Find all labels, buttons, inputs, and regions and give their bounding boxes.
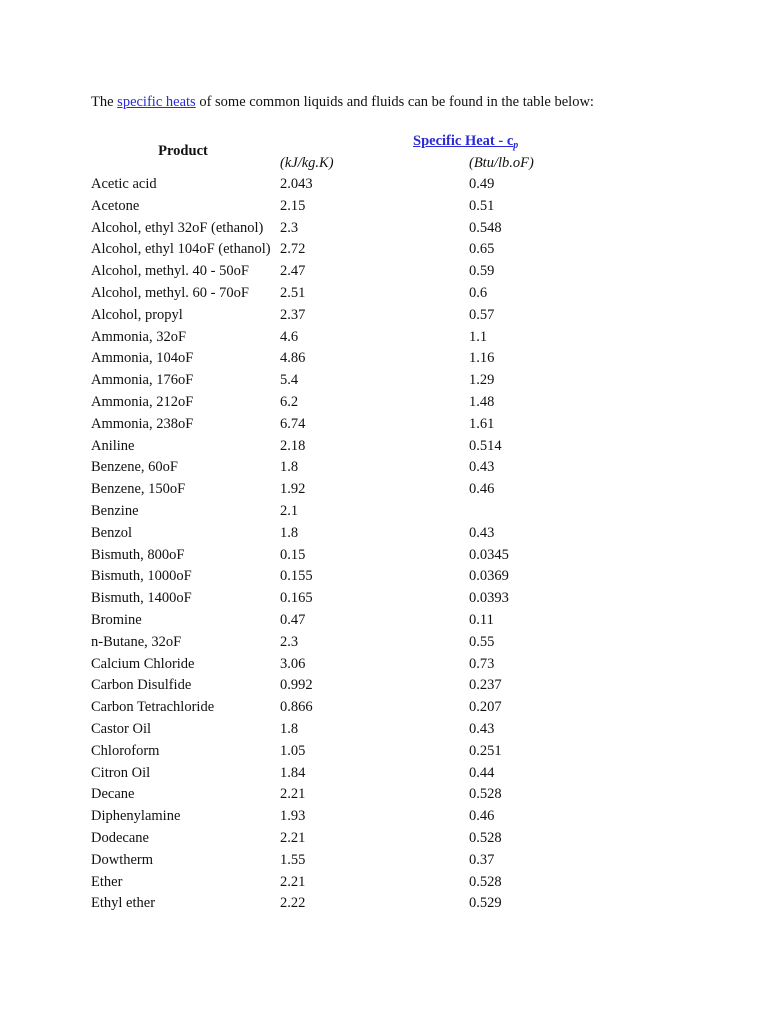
si-value-cell: 0.866 — [280, 699, 313, 716]
product-cell: Citron Oil — [91, 764, 151, 781]
si-value-cell: 4.86 — [280, 350, 306, 367]
imperial-value-cell: 0.207 — [469, 699, 502, 716]
product-cell: Ethyl ether — [91, 895, 156, 912]
table-row — [0, 392, 768, 414]
table-row — [0, 545, 768, 567]
imperial-value-cell: 0.49 — [469, 176, 495, 192]
imperial-value-cell: 0.11 — [469, 611, 494, 628]
imperial-value-cell: 1.29 — [469, 372, 495, 389]
imperial-value-cell: 0.73 — [469, 655, 495, 672]
si-value-cell: 2.3 — [280, 633, 299, 650]
imperial-value-cell: 0.51 — [469, 197, 495, 214]
imperial-value-cell: 0.528 — [469, 786, 502, 803]
si-value-cell: 2.21 — [280, 829, 306, 846]
specific-heats-link[interactable]: specific heats — [117, 94, 196, 110]
si-value-cell: 2.15 — [280, 197, 306, 214]
imperial-value-cell: 0.37 — [469, 851, 495, 868]
imperial-value-cell: 0.6 — [469, 284, 488, 301]
unit-si-header: (kJ/kg.K) — [280, 155, 334, 171]
imperial-value-cell: 0.548 — [469, 219, 502, 236]
table-row — [0, 327, 768, 349]
si-value-cell: 1.84 — [280, 764, 306, 781]
table-row — [0, 414, 768, 436]
product-cell: Benzine — [91, 502, 139, 519]
product-cell: Aniline — [91, 437, 135, 454]
table-row — [0, 850, 768, 872]
si-value-cell: 2.37 — [280, 306, 306, 323]
si-value-cell: 2.043 — [280, 176, 313, 192]
imperial-value-cell: 0.514 — [469, 437, 502, 454]
imperial-value-cell: 0.237 — [469, 677, 502, 694]
imperial-value-cell: 0.65 — [469, 241, 495, 258]
table-row — [0, 261, 768, 283]
table-row — [0, 523, 768, 545]
si-value-cell: 2.72 — [280, 241, 306, 258]
si-value-cell: 0.165 — [280, 590, 313, 607]
imperial-value-cell: 1.1 — [469, 328, 488, 345]
imperial-value-cell: 0.0393 — [469, 590, 509, 607]
table-row — [0, 632, 768, 654]
product-cell: Bismuth, 800oF — [91, 546, 185, 563]
table-row — [0, 893, 768, 915]
product-cell: Alcohol, ethyl 32oF (ethanol) — [91, 219, 264, 236]
si-value-cell: 1.55 — [280, 851, 306, 868]
imperial-value-cell: 0.529 — [469, 895, 502, 912]
product-cell: Decane — [91, 786, 135, 803]
table-row — [0, 457, 768, 479]
product-cell: Chloroform — [91, 742, 160, 759]
table-row — [0, 174, 768, 196]
product-cell: Bromine — [91, 611, 142, 628]
product-cell: Ammonia, 238oF — [91, 415, 194, 432]
si-value-cell: 5.4 — [280, 372, 299, 389]
table-row — [0, 828, 768, 850]
imperial-value-cell: 0.46 — [469, 808, 495, 825]
product-cell: Carbon Disulfide — [91, 677, 192, 694]
unit-imperial-header: (Btu/lb.oF) — [469, 155, 534, 171]
table-row — [0, 741, 768, 763]
si-value-cell: 0.15 — [280, 546, 306, 563]
imperial-value-cell: 0.528 — [469, 873, 502, 890]
si-value-cell: 3.06 — [280, 655, 306, 672]
product-cell: Dodecane — [91, 829, 149, 846]
imperial-value-cell: 0.59 — [469, 263, 495, 280]
si-value-cell: 2.18 — [280, 437, 306, 454]
product-cell: Alcohol, methyl. 40 - 50oF — [91, 263, 249, 280]
imperial-value-cell: 0.251 — [469, 742, 502, 759]
imperial-value-cell: 0.44 — [469, 764, 495, 781]
product-cell: Acetic acid — [91, 176, 157, 192]
table-row — [0, 305, 768, 327]
table-row — [0, 501, 768, 523]
table-row — [0, 784, 768, 806]
si-value-cell: 2.21 — [280, 786, 306, 803]
table-row — [0, 283, 768, 305]
table-row — [0, 588, 768, 610]
product-cell: Benzol — [91, 524, 133, 541]
si-value-cell: 2.3 — [280, 219, 299, 236]
table-row — [0, 239, 768, 261]
table-row — [0, 479, 768, 501]
product-cell: Ammonia, 32oF — [91, 328, 187, 345]
imperial-value-cell: 0.0345 — [469, 546, 509, 563]
product-cell: Alcohol, methyl. 60 - 70oF — [91, 284, 249, 301]
product-cell: Benzene, 60oF — [91, 459, 178, 476]
si-value-cell: 2.51 — [280, 284, 306, 301]
imperial-value-cell: 1.16 — [469, 350, 495, 367]
intro-paragraph — [91, 92, 594, 112]
product-cell: Carbon Tetrachloride — [91, 699, 215, 716]
table-row — [0, 610, 768, 632]
si-value-cell: 1.8 — [280, 720, 299, 737]
product-cell: Castor Oil — [91, 720, 152, 737]
si-value-cell: 2.1 — [280, 502, 299, 519]
imperial-value-cell: 1.61 — [469, 415, 495, 432]
product-cell: Diphenylamine — [91, 808, 181, 825]
product-column-header: Product — [158, 143, 208, 159]
si-value-cell: 0.155 — [280, 568, 313, 585]
product-cell: Ammonia, 104oF — [91, 350, 194, 367]
table-row — [0, 370, 768, 392]
imperial-value-cell: 0.55 — [469, 633, 495, 650]
imperial-value-cell: 0.46 — [469, 481, 495, 498]
si-value-cell: 4.6 — [280, 328, 299, 345]
product-cell: Alcohol, propyl — [91, 306, 183, 323]
si-value-cell: 6.74 — [280, 415, 306, 432]
product-cell: Acetone — [91, 197, 140, 214]
table-row — [0, 196, 768, 218]
imperial-value-cell: 0.528 — [469, 829, 502, 846]
intro-text-after: of some common liquids and fluids can be found in the table below: — [195, 94, 594, 110]
imperial-value-cell: 0.0369 — [469, 568, 509, 585]
product-cell: Dowtherm — [91, 851, 154, 868]
table-row — [0, 436, 768, 458]
intro-text-before: The — [91, 94, 118, 110]
si-value-cell: 2.47 — [280, 263, 306, 280]
table-row — [0, 697, 768, 719]
product-cell: Bismuth, 1000oF — [91, 568, 192, 585]
si-value-cell: 1.93 — [280, 808, 306, 825]
si-value-cell: 1.8 — [280, 459, 299, 476]
si-value-cell: 1.05 — [280, 742, 306, 759]
table-row — [0, 218, 768, 240]
product-cell: Bismuth, 1400oF — [91, 590, 192, 607]
product-cell: Ammonia, 176oF — [91, 372, 194, 389]
table-row — [0, 806, 768, 828]
table-row — [0, 566, 768, 588]
imperial-value-cell: 0.57 — [469, 306, 495, 323]
si-value-cell: 6.2 — [280, 393, 299, 410]
si-value-cell: 2.21 — [280, 873, 306, 890]
si-value-cell: 0.47 — [280, 611, 306, 628]
table-row — [0, 654, 768, 676]
si-value-cell: 2.22 — [280, 895, 306, 912]
specific-heat-subscript: p — [513, 140, 519, 151]
table-row — [0, 872, 768, 894]
table-row — [0, 675, 768, 697]
si-value-cell: 1.8 — [280, 524, 299, 541]
product-cell: Ammonia, 212oF — [91, 393, 194, 410]
imperial-value-cell: 0.43 — [469, 524, 495, 541]
table-row — [0, 348, 768, 370]
product-cell: n-Butane, 32oF — [91, 633, 182, 650]
imperial-value-cell: 1.48 — [469, 393, 495, 410]
product-cell: Ether — [91, 873, 123, 890]
si-value-cell: 0.992 — [280, 677, 313, 694]
imperial-value-cell: 0.43 — [469, 459, 495, 476]
specific-heat-header-text: Specific Heat - c — [413, 133, 514, 149]
table-row — [0, 763, 768, 785]
specific-heat-table — [0, 174, 768, 915]
table-row — [0, 719, 768, 741]
imperial-value-cell: 0.43 — [469, 720, 495, 737]
product-cell: Benzene, 150oF — [91, 481, 186, 498]
si-value-cell: 1.92 — [280, 481, 306, 498]
product-cell: Alcohol, ethyl 104oF (ethanol) — [91, 241, 271, 258]
product-cell: Calcium Chloride — [91, 655, 195, 672]
